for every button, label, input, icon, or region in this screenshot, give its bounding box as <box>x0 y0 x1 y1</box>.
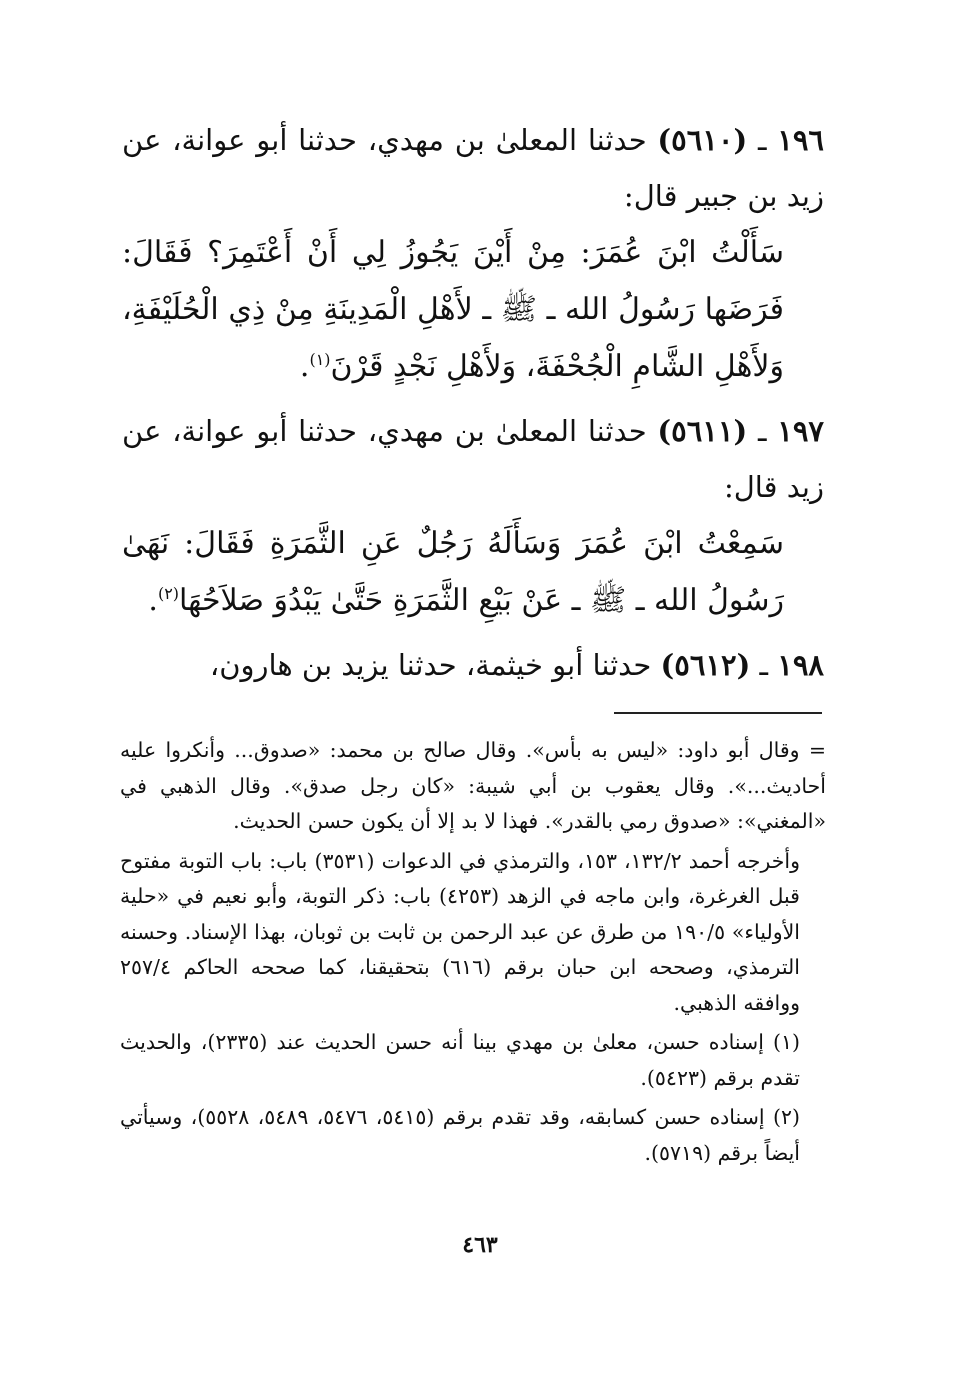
hadith-entry <box>122 637 824 693</box>
footnotes-block <box>120 733 826 1171</box>
matn-text: سَأَلْتُ ابْنَ عُمَرَ: مِنْ أَيْنَ يَجُوزُ لِي أَنْ أَعْتَمِرَ؟ فَقَالَ: فَرَضَها رَسُولُ الله ـ ﷺ ـ لأَهْلِ الْمَدِينَةِ مِنْ ذِي الْحُلَيْفَةِ، وَلأَهْلِ الشَّامِ الْجُحْفَةَ، وَلأَهْلِ نَجْدٍ قَرْنَ <box>122 235 784 384</box>
hadith-number: ١٩٧ <box>777 414 824 448</box>
footnote-marker: (٢) <box>157 584 180 603</box>
chain-text: حدثنا المعلىٰ بن مهدي، حدثنا أبو عوانة، عن زيد بن جبير قال: <box>122 123 824 213</box>
matn-text: سَمِعْتُ ابْنَ عُمَرَ وَسَأَلَهُ رَجُلٌ عَنِ الثَّمَرَةِ فَقَالَ: نَهَىٰ رَسُولُ الله ـ ﷺ ـ عَنْ بَيْعِ الثَّمَرَةِ حَتَّىٰ يَبْدُوَ صَلاَحُهَا <box>122 526 784 618</box>
musnad-reference: (٥٦١١) <box>657 414 748 448</box>
chain-text: حدثنا المعلىٰ بن مهدي، حدثنا أبو عوانة، عن زيد قال: <box>122 414 824 504</box>
hadith-entry <box>122 112 824 395</box>
musnad-reference: (٥٦١٠) <box>657 123 748 157</box>
footnote-takhrij: وأخرجه أحمد ١٣٢/٢، ١٥٣، والترمذي في الدعوات (٣٥٣١) باب: باب التوبة مفتوح قبل الغرغرة، وابن ماجه في الزهد (٤٢٥٣) باب: ذكر التوبة، وأبو نعيم في «حلية الأولياء» ١٩٠/٥ من طرق عن عبد الرحمن بن ثابت بن ثوبان، بهذا الإسناد. وحسنه الترمذي، وصححه ابن حبان برقم (٦١٦) بتحقيقنا، كما صححه الحاكم ٢٥٧/٤ ووافقه الذهبي. <box>120 848 800 1015</box>
footnote-2: (٢) إسناده حسن كسابقه، وقد تقدم برقم (٥٤١٥، ٥٤٧٦، ٥٤٨٩، ٥٥٢٨)، وسيأتي أيضاً برقم (٥٧١٩). <box>120 1105 800 1165</box>
footnote-marker: (١) <box>309 350 331 369</box>
hadith-matn: سَمِعْتُ ابْنَ عُمَرَ وَسَأَلَهُ رَجُلٌ عَنِ الثَّمَرَةِ فَقَالَ: نَهَىٰ رَسُولُ الله ـ ﷺ ـ عَنْ بَيْعِ الثَّمَرَةِ حَتَّىٰ يَبْدُوَ صَلاَحُهَا$^{(٢)}$. <box>122 526 784 618</box>
hadith-matn: سَأَلْتُ ابْنَ عُمَرَ: مِنْ أَيْنَ يَجُوزُ لِي أَنْ أَعْتَمِرَ؟ فَقَالَ: فَرَضَها رَسُولُ الله ـ ﷺ ـ لأَهْلِ الْمَدِينَةِ مِنْ ذِي الْحُلَيْفَةِ، وَلأَهْلِ الشَّامِ الْجُحْفَةَ، وَلأَهْلِ نَجْدٍ قَرْنَ$^{(١)}$. <box>122 235 784 384</box>
hadith-entry <box>122 403 824 629</box>
footnote-continuation: = وقال أبو داود: «ليس به بأس». وقال صالح بن محمد: «صدوق... وأنكروا عليه أحاديث...». وقال يعقوب بن أبي شيبة: «كان رجل صدق». وقال الذهبي في «المغني»: «صدوق رمي بالقدر». فهذا لا بد إلا أن يكون حسن الحديث. <box>120 738 826 833</box>
number-separator: ـ <box>747 414 778 448</box>
hadith-text-block <box>122 112 824 693</box>
page-number: ٤٦٣ <box>462 1232 498 1258</box>
isnad-chain <box>122 403 824 515</box>
hadith-number: ١٩٨ <box>777 648 824 682</box>
isnad-chain <box>122 637 824 693</box>
isnad-chain <box>122 112 824 224</box>
chain-text: حدثنا أبو خيثمة، حدثنا يزيد بن هارون، <box>209 648 652 682</box>
musnad-reference: (٥٦١٢) <box>660 648 751 682</box>
number-separator: ـ <box>747 123 778 157</box>
footnote-divider <box>614 712 822 714</box>
footnote-1: (١) إسناده حسن، معلىٰ بن مهدي بينا أنه حسن الحديث عند (٢٣٣٥)، والحديث تقدم برقم (٥٤٢٣). <box>120 1030 800 1090</box>
hadith-number: ١٩٦ <box>777 123 824 157</box>
number-separator: ـ <box>750 648 778 682</box>
